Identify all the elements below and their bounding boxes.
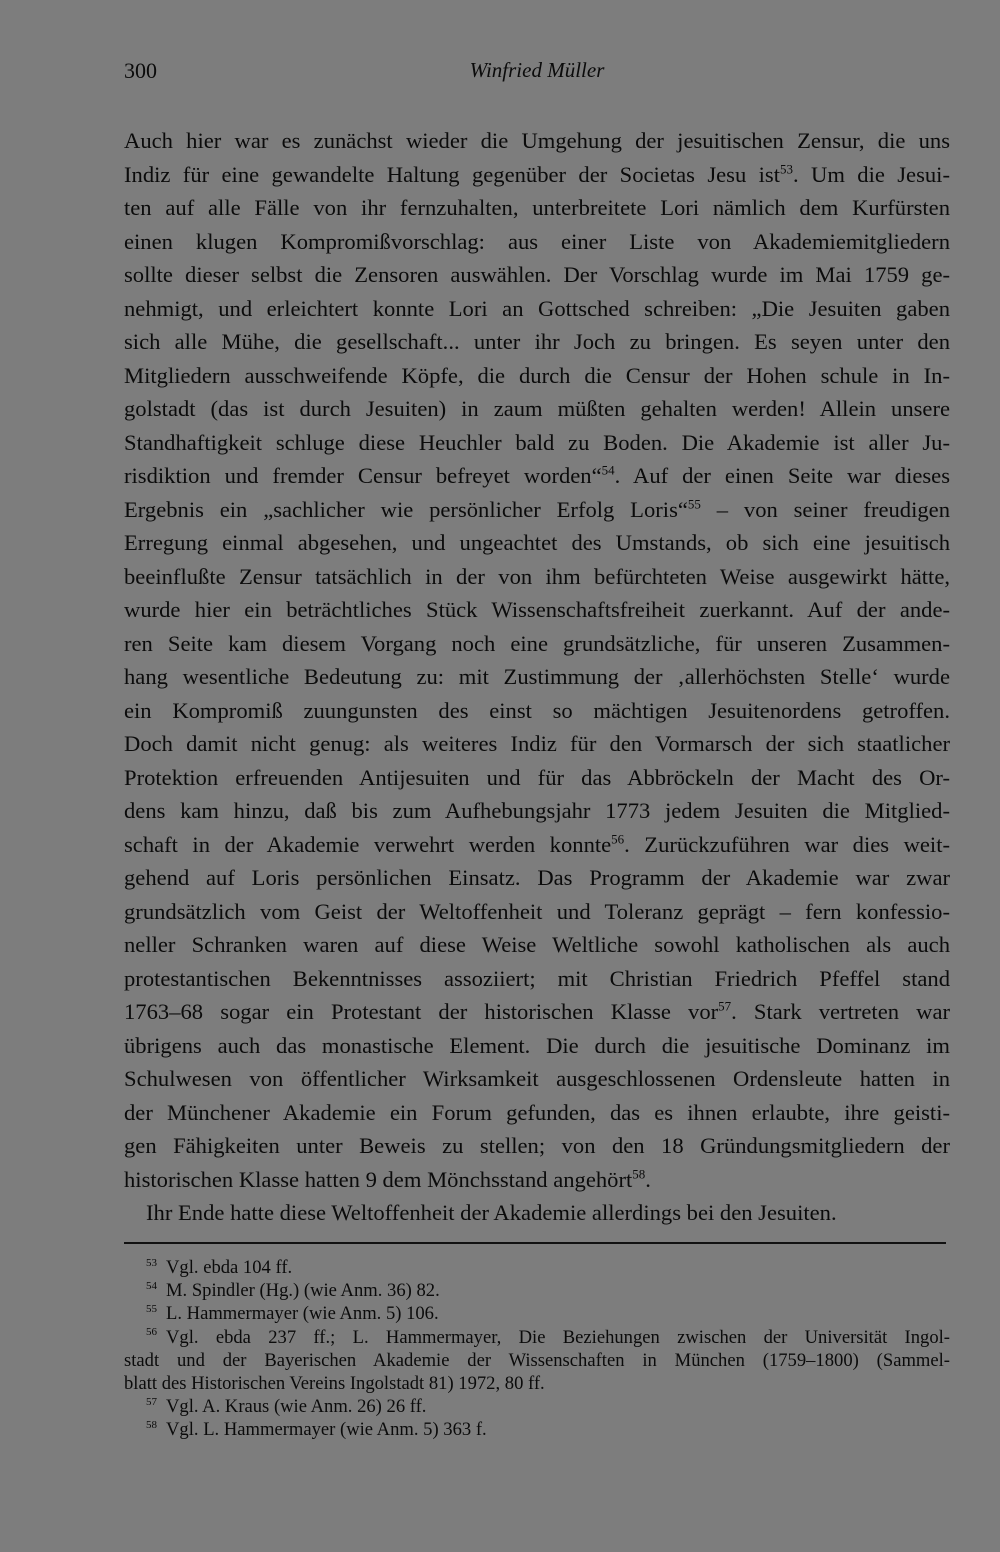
body-line: nehmigt, und erleichtert konnte Lori an Gottsched schreiben: „Die Jesuiten gaben	[124, 295, 950, 321]
body-text	[124, 124, 950, 1230]
body-line: dens kam hinzu, daß bis zum Aufhebungsjahr 1773 jedem Jesuiten die Mitglied-	[124, 798, 950, 823]
footnote-ref: 53	[779, 160, 793, 176]
body-line: sollte dieser selbst die Zensoren auswählen. Der Vorschlag wurde im Mai 1759 ge-	[124, 262, 950, 287]
body-line: grundsätzlich vom Geist der Weltoffenheit und Toleranz geprägt – fern konfessio-	[124, 898, 950, 924]
body-line: Protektion erfreuenden Antijesuiten und für das Abbröckeln der Macht des Or-	[124, 764, 950, 790]
footnote-ref: 55	[687, 495, 701, 511]
page-header	[124, 58, 950, 92]
running-head-author: Winfried Müller	[469, 58, 605, 82]
body-line: risdiktion und fremder Censur befreyet worden“$^{54}$. Auf der einen Seite war dieses	[124, 462, 951, 488]
footnote-number: 56	[146, 1326, 157, 1339]
body-line: neller Schranken waren auf diese Weise Weltliche sowohl katholischen als auch	[124, 932, 950, 957]
body-line: sich alle Mühe, die gesellschaft... unter ihr Joch zu bringen. Es seyen unter den	[124, 329, 950, 354]
body-line: Doch damit nicht genug: als weiteres Indiz für den Vormarsch der sich staatlicher	[124, 731, 950, 756]
body-line: hang wesentliche Bedeutung zu: mit Zustimmung der ‚allerhöchsten Stelle‘ wurde	[124, 664, 950, 689]
body-line: wurde hier ein beträchtliches Stück Wissenschaftsfreiheit zuerkannt. Auf der ande-	[124, 597, 950, 622]
footnote-ref: 57	[718, 998, 732, 1014]
footnote: $^{57}$ Vgl. A. Kraus (wie Anm. 26) 26 ff.	[146, 1396, 427, 1418]
footnotes	[124, 1256, 950, 1442]
body-line: Mitgliedern ausschweifende Köpfe, die durch die Censur der Hohen schule in In-	[124, 362, 950, 388]
footnote-number: 57	[146, 1396, 157, 1409]
body-line: Auch hier war es zunächst wieder die Umgehung der jesuitischen Zensur, die uns	[124, 128, 950, 153]
footnote-number: 58	[146, 1419, 157, 1432]
footnote: $^{54}$ M. Spindler (Hg.) (wie Anm. 36) 82.	[146, 1280, 440, 1302]
footnote-separator	[124, 1242, 946, 1244]
body-line: beeinflußte Zensur tatsächlich in der von ihm befürchteten Weise ausgewirkt hätte,	[124, 563, 950, 589]
body-line: ein Kompromiß zuungunsten des einst so mächtigen Jesuitenordens getroffen.	[124, 697, 950, 723]
footnote: $^{56}$ Vgl. ebda 237 ff.; L. Hammermayer, Die Beziehungen zwischen der Universität Ingol- stadt und der Bayerischen Akademie der Wissenschaften in München (1759–1800) (Sammel- blatt des Historischen Vereins Ingolstadt 81) 1972, 80 ff.	[124, 1326, 950, 1395]
body-line: Ihr Ende hatte diese Weltoffenheit der Akademie allerdings bei den Jesuiten.	[146, 1200, 837, 1225]
body-line: gehend auf Loris persönlichen Einsatz. Das Programm der Akademie war zwar	[124, 865, 950, 890]
body-line: ren Seite kam diesem Vorgang noch eine grundsätzliche, für unseren Zusammen-	[124, 630, 950, 656]
body-line: Ergebnis ein „sachlicher wie persönlicher Erfolg Loris“$^{55}$ – von seiner freudigen	[124, 495, 950, 522]
body-line: golstadt (das ist durch Jesuiten) in zaum müßten gehalten werden! Allein unsere	[124, 396, 950, 421]
body-line: Schulwesen von öffentlicher Wirksamkeit ausgeschlossenen Ordensleute hatten in	[124, 1066, 950, 1091]
footnote-ref: 56	[611, 830, 625, 846]
body-line: einen klugen Kompromißvorschlag: aus einer Liste von Akademiemitgliedern	[124, 228, 950, 254]
footnote-ref: 54	[601, 462, 615, 478]
body-line: schaft in der Akademie verwehrt werden konnte$^{56}$. Zurückzuführen war dies weit-	[124, 830, 950, 857]
footnote-number: 55	[146, 1303, 157, 1316]
body-line: Standhaftigkeit schluge diese Heuchler bald zu Boden. Die Akademie ist aller Ju-	[124, 429, 950, 455]
body-line: gen Fähigkeiten unter Beweis zu stellen; von den 18 Gründungsmitgliedern der	[124, 1133, 950, 1158]
footnote-number: 54	[146, 1280, 157, 1293]
body-line: übrigens auch das monastische Element. Die durch die jesuitische Dominanz im	[124, 1032, 950, 1058]
body-line: protestantischen Bekenntnisses assoziiert; mit Christian Friedrich Pfeffel stand	[124, 965, 950, 991]
footnote: $^{58}$ Vgl. L. Hammermayer (wie Anm. 5) 363 f.	[146, 1419, 487, 1441]
footnote: $^{53}$ Vgl. ebda 104 ff.	[146, 1256, 293, 1278]
body-line: historischen Klasse hatten 9 dem Mönchsstand angehört$^{58}$.	[124, 1165, 651, 1192]
body-line: der Münchener Akademie ein Forum gefunden, das es ihnen erlaubte, ihre geisti-	[124, 1099, 950, 1125]
footnote-ref: 58	[632, 1165, 646, 1181]
body-line: 1763–68 sogar ein Protestant der historischen Klasse vor$^{57}$. Stark vertreten war	[124, 998, 950, 1024]
footnote-number: 53	[146, 1256, 157, 1269]
body-line: Indiz für eine gewandelte Haltung gegenüber der Societas Jesu ist$^{53}$. Um die Jesui-	[124, 160, 950, 187]
body-line: ten auf alle Fälle von ihr fernzuhalten, unterbreitete Lori nämlich dem Kurfürsten	[124, 195, 950, 220]
page-number: 300	[124, 58, 157, 83]
footnote: $^{55}$ L. Hammermayer (wie Anm. 5) 106.	[146, 1303, 439, 1325]
body-line: Erregung einmal abgesehen, und ungeachtet des Umstands, ob sich eine jesuitisch	[124, 530, 950, 555]
